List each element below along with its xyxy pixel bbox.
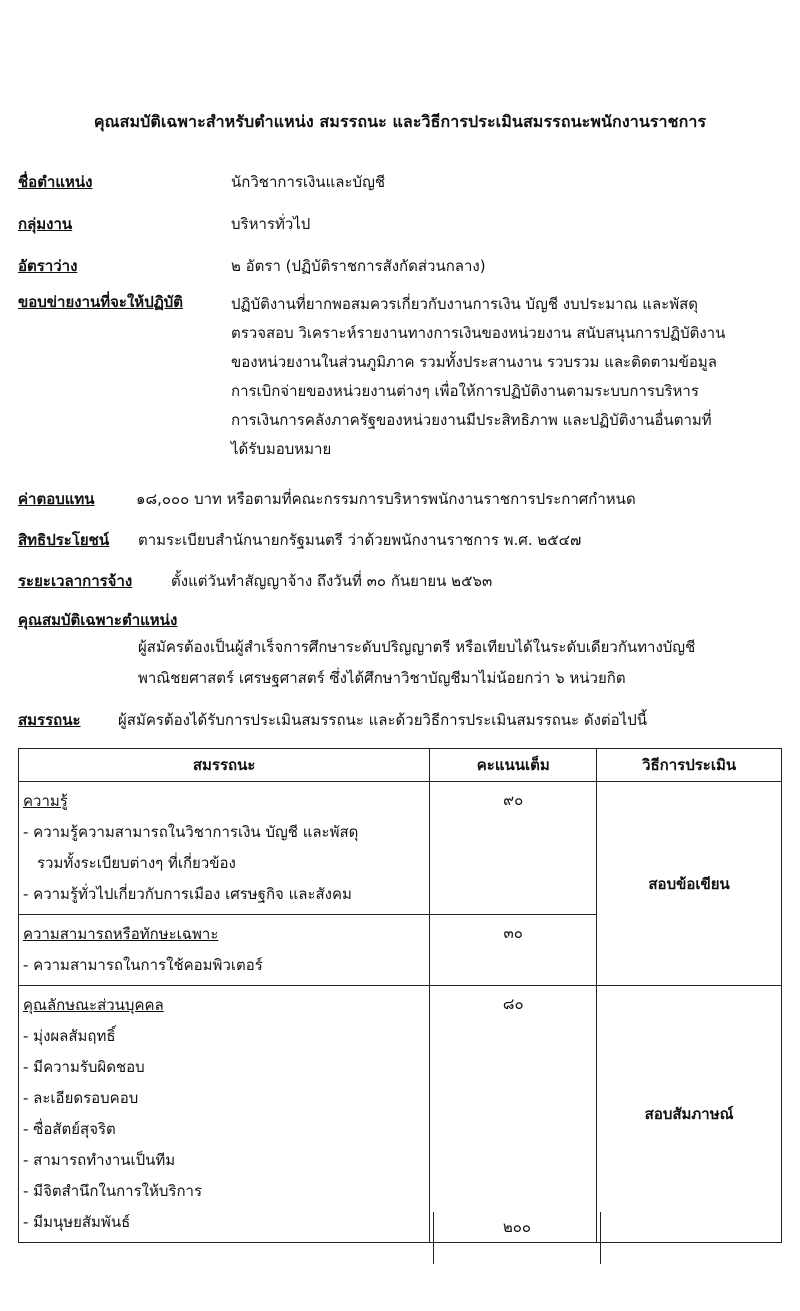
total-score-box — [433, 1212, 601, 1264]
list-item: - ความรู้ทั่วไปเกี่ยวกับการเมือง เศรษฐกิจ และสังคม — [23, 885, 352, 903]
pay-label: ค่าตอบแทน — [18, 490, 95, 508]
period-label: ระยะเวลาการจ้าง — [18, 572, 133, 590]
list-item: - ซื่อสัตย์สุจริต — [23, 1120, 116, 1138]
scope-line: ได้รับมอบหมาย — [231, 440, 332, 458]
list-item: - มุ่งผลสัมฤทธิ์ — [23, 1027, 116, 1045]
knowledge-title: ความรู้ — [23, 792, 68, 810]
vacancy-value: ๒ อัตรา (ปฏิบัติราชการสังกัดส่วนกลาง) — [231, 257, 486, 275]
scope-line: ปฏิบัติงานที่ยากพอสมควรเกี่ยวกับงานการเงิน บัญชี งบประมาณ และพัสดุ — [231, 295, 698, 313]
scope-row — [18, 290, 782, 470]
position-value: นักวิชาการเงินและบัญชี — [231, 173, 386, 191]
table-header-row — [19, 749, 782, 782]
competency-label: สมรรถนะ — [18, 711, 81, 729]
personal-cell — [19, 986, 429, 1242]
table-row-knowledge — [19, 782, 782, 915]
list-item: - มีมนุษยสัมพันธ์ — [23, 1213, 131, 1231]
scope-line: การเบิกจ่ายของหน่วยงานต่างๆ เพื่อให้การปฏิบัติงานตามระบบการบริหาร — [231, 382, 699, 400]
header-full-score: คะแนนเต็ม — [430, 749, 597, 782]
header-method: วิธีการประเมิน — [597, 749, 782, 782]
scope-line: การเงินการคลังภาครัฐของหน่วยงานมีประสิทธิภาพ และปฏิบัติงานอื่นตามที่ — [231, 411, 712, 429]
total-score: ๒๐๐ — [502, 1218, 532, 1236]
group-label: กลุ่มงาน — [18, 215, 73, 233]
scope-text — [231, 290, 782, 464]
scope-line: ของหน่วยงานในส่วนภูมิภาค รวมทั้งประสานงาน รวบรวม และติดตามข้อมูล — [231, 353, 717, 371]
list-item: - มีจิตสำนึกในการให้บริการ — [23, 1182, 203, 1200]
pay-value: ๑๘,๐๐๐ บาท หรือตามที่คณะกรรมการบริหารพนักงานราชการประกาศกำหนด — [136, 490, 636, 508]
period-value: ตั้งแต่วันทำสัญญาจ้าง ถึงวันที่ ๓๐ กันยายน ๒๕๖๓ — [171, 572, 493, 590]
vacancy-label: อัตราว่าง — [18, 257, 78, 275]
interview-method: สอบสัมภาษณ์ — [644, 1105, 734, 1123]
qualification-label: คุณสมบัติเฉพาะตำแหน่ง — [18, 611, 178, 629]
list-item: - ความสามารถในการใช้คอมพิวเตอร์ — [23, 956, 263, 974]
knowledge-score: ๙๐ — [503, 791, 524, 809]
written-exam-method: สอบข้อเขียน — [648, 874, 730, 893]
header-competency: สมรรถนะ — [19, 749, 430, 782]
table-row-personal — [19, 986, 782, 1243]
qualification-line: พาณิชยศาสตร์ เศรษฐศาสตร์ ซึ่งได้ศึกษาวิชาบัญชีมาไม่น้อยกว่า ๖ หน่วยกิต — [138, 669, 626, 687]
scope-label: ขอบข่ายงานที่จะให้ปฏิบัติ — [18, 293, 184, 311]
list-item: - ความรู้ความสามารถในวิชาการเงิน บัญชี และพัสดุ — [23, 823, 359, 841]
personal-score: ๘๐ — [502, 995, 524, 1013]
competency-intro: ผู้สมัครต้องได้รับการประเมินสมรรถนะ และด้วยวิธีการประเมินสมรรถนะ ดังต่อไปนี้ — [118, 711, 648, 729]
qualification-line: ผู้สมัครต้องเป็นผู้สำเร็จการศึกษาระดับปริญญาตรี หรือเทียบได้ในระดับเดียวกันทางบัญชี — [138, 638, 696, 656]
benefits-label: สิทธิประโยชน์ — [18, 531, 110, 549]
position-label: ชื่อตำแหน่ง — [18, 173, 93, 191]
scope-line: ตรวจสอบ วิเคราะห์รายงานทางการเงินของหน่วยงาน สนับสนุนการปฏิบัติงาน — [231, 324, 726, 342]
competency-table — [18, 748, 782, 1243]
skills-cell — [19, 915, 429, 985]
list-item: - ละเอียดรอบคอบ — [23, 1089, 139, 1107]
personal-title: คุณลักษณะส่วนบุคคล — [23, 996, 164, 1014]
list-item: - มีความรับผิดชอบ — [23, 1058, 145, 1076]
page-title: คุณสมบัติเฉพาะสำหรับตำแหน่ง สมรรถนะ และวิธีการประเมินสมรรถนะพนักงานราชการ — [93, 112, 707, 131]
benefits-value: ตามระเบียบสำนักนายกรัฐมนตรี ว่าด้วยพนักงานราชการ พ.ศ. ๒๕๔๗ — [138, 531, 582, 549]
list-item: - สามารถทำงานเป็นทีม — [23, 1151, 176, 1169]
qualification-body — [18, 632, 782, 696]
list-item: รวมทั้งระเบียบต่างๆ ที่เกี่ยวข้อง — [37, 854, 236, 872]
skills-score: ๓๐ — [503, 924, 523, 942]
knowledge-cell — [19, 782, 429, 914]
qualification-text — [138, 632, 762, 694]
group-value: บริหารทั่วไป — [231, 215, 311, 233]
skills-title: ความสามารถหรือทักษะเฉพาะ — [23, 925, 219, 943]
